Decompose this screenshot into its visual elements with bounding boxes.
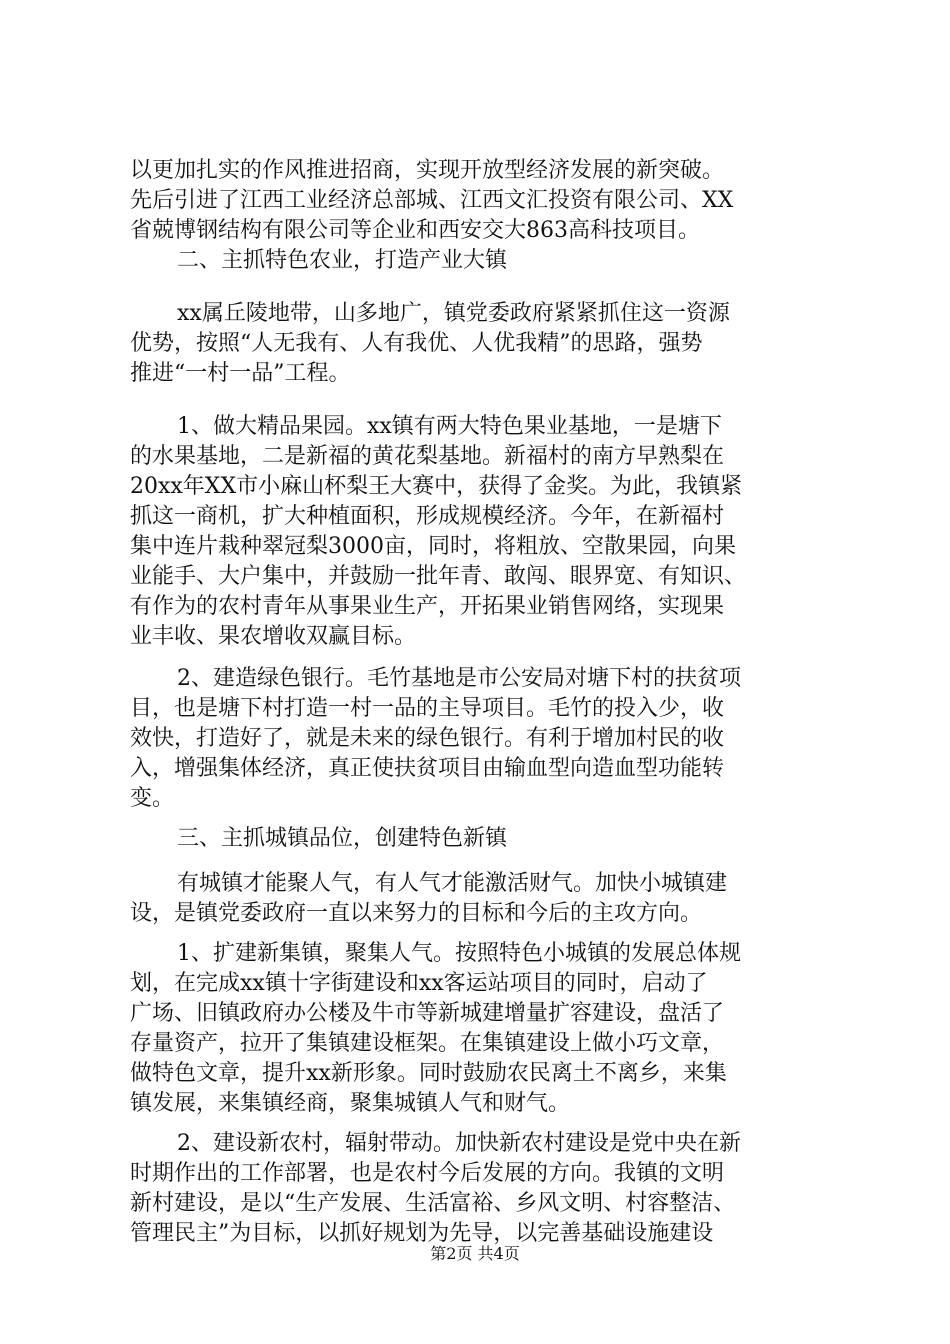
- text-line: 变。: [130, 786, 175, 811]
- text-line: 目，也是塘下村打造一村一品的主导项目。毛竹的投入少，收: [130, 696, 725, 721]
- text-line: 20xx年XX市小麻山杯梨王大赛中，获得了金奖。为此，我镇紧: [130, 474, 743, 499]
- text-line: xx属丘陵地带，山多地广，镇党委政府紧紧抓住这一资源: [177, 301, 730, 326]
- text-line: 时期作出的工作部署，也是农村今后发展的方向。我镇的文明: [130, 1161, 725, 1186]
- page-footer: 第2页 共4页: [430, 1244, 520, 1263]
- text-line: 2、建设新农村，辐射带动。加快新农村建设是党中央在新: [177, 1131, 741, 1156]
- text-line: 业丰收、果农增收双赢目标。: [130, 624, 417, 649]
- text-line: 业能手、大户集中，并鼓励一批年青、敢闯、眼界宽、有知识、: [130, 564, 747, 589]
- text-line: 入，增强集体经济，真正使扶贫项目由输血型向造血型功能转: [130, 756, 725, 781]
- text-line: 省兢博钢结构有限公司等企业和西安交大863高科技项目。: [130, 218, 700, 243]
- text-line: 优势，按照“人无我有、人有我优、人优我精”的思路，强势: [130, 331, 703, 356]
- text-line: 做特色文章，提升xx新形象。同时鼓励农民离土不离乡，来集: [130, 1061, 727, 1086]
- text-line: 2、建造绿色银行。毛竹基地是市公安局对塘下村的扶贫项: [177, 666, 741, 691]
- text-line: 集中连片栽种翠冠梨3000亩，同时，将粗放、空散果园，向果: [130, 534, 736, 559]
- text-line: 抓这一商机，扩大种植面积，形成规模经济。今年，在新福村: [130, 504, 725, 529]
- text-line: 1、做大精品果园。xx镇有两大特色果业基地，一是塘下: [177, 414, 722, 439]
- text-line: 先后引进了江西工业经济总部城、江西文汇投资有限公司、XX: [130, 188, 734, 213]
- text-line: 以更加扎实的作风推进招商，实现开放型经济发展的新突破。: [130, 158, 725, 183]
- text-line: 效快，打造好了，就是未来的绿色银行。有利于增加村民的收: [130, 726, 725, 751]
- text-line: 有作为的农村青年从事果业生产，开拓果业销售网络，实现果: [130, 594, 725, 619]
- text-line: 广场、旧镇政府办公楼及牛市等新城建增量扩容建设，盘活了: [130, 1001, 725, 1026]
- section-heading: 三、主抓城镇品位，创建特色新镇: [177, 826, 508, 851]
- text-line: 镇发展，来集镇经商，聚集城镇人气和财气。: [130, 1091, 571, 1116]
- text-line: 设，是镇党委政府一直以来努力的目标和今后的主攻方向。: [130, 901, 703, 926]
- section-heading: 二、主抓特色农业，打造产业大镇: [177, 248, 508, 273]
- text-line: 划，在完成xx镇十字街建设和xx客运站项目的同时，启动了: [130, 971, 708, 996]
- text-line: 推进“一村一品”工程。: [130, 361, 351, 386]
- text-line: 的水果基地，二是新福的黄花梨基地。新福村的南方早熟梨在: [130, 444, 725, 469]
- text-line: 1、扩建新集镇，聚集人气。按照特色小城镇的发展总体规: [177, 941, 741, 966]
- text-line: 存量资产，拉开了集镇建设框架。在集镇建设上做小巧文章，: [130, 1031, 725, 1056]
- text-line: 新村建设，是以“生产发展、生活富裕、乡风文明、村容整洁、: [130, 1191, 736, 1216]
- text-line: 有城镇才能聚人气，有人气才能激活财气。加快小城镇建: [177, 871, 728, 896]
- text-line: 管理民主”为目标，以抓好规划为先导，以完善基础设施建设: [130, 1221, 714, 1246]
